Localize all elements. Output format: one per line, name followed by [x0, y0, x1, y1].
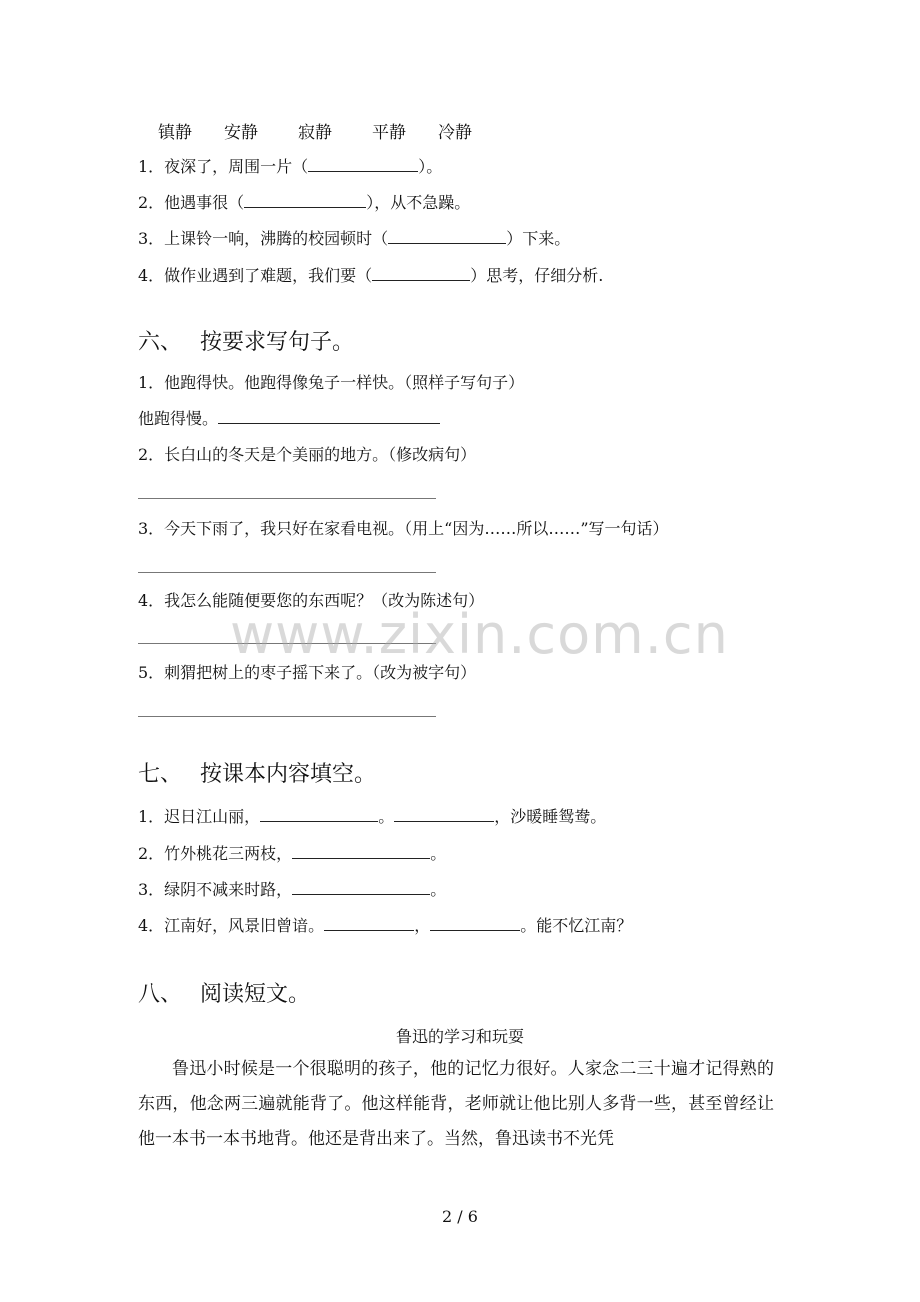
answer-blank[interactable]	[324, 916, 414, 931]
word-bank-item: 冷静	[438, 123, 472, 143]
poem-question-2: 2．竹外桃花三两枝， 。	[138, 844, 447, 863]
answer-blank[interactable]	[244, 193, 366, 208]
sentence-question-2: 2．长白山的冬天是个美丽的地方。（修改病句）	[138, 445, 477, 464]
sentence-question-1: 1．他跑得快。他跑得像兔子一样快。（照样子写句子）	[138, 373, 525, 392]
answer-line[interactable]	[138, 572, 436, 573]
poem-question-4: 4．江南好，风景旧曾谙。 ， 。能不忆江南？	[138, 916, 633, 935]
answer-blank[interactable]	[430, 916, 520, 931]
poem-question-3: 3．绿阴不减来时路， 。	[138, 880, 447, 899]
answer-blank[interactable]	[218, 409, 440, 424]
answer-blank[interactable]	[308, 157, 418, 172]
fill-question-1: 1．夜深了，周围一片（ ）。	[138, 157, 443, 176]
watermark: www.zixin.com.cn	[230, 603, 729, 666]
sentence-question-4: 4．我怎么能随便要您的东西呢？（改为陈述句）	[138, 591, 485, 610]
sentence-question-3: 3．今天下雨了，我只好在家看电视。（用上“因为……所以……”写一句话）	[138, 519, 669, 538]
answer-line[interactable]	[138, 498, 436, 499]
sentence-question-1-answer: 他跑得慢。	[138, 408, 440, 430]
poem-question-1: 1．迟日江山丽， 。 ，沙暖睡鸳鸯。	[138, 807, 607, 826]
section-8-heading: 八、 阅读短文。	[138, 982, 311, 1007]
answer-line[interactable]	[138, 716, 436, 717]
passage-text: 鲁迅小时候是一个很聪明的孩子，他的记忆力很好。人家念二三十遍才记得熟的东西，他念两三遍就能背了。他这样能背，老师就让他比别人多背一些，甚至曾经让他一本书一本书地背。他还是背出来了。当然，鲁迅读书不光凭	[138, 1059, 774, 1149]
word-bank-item: 平静	[372, 123, 406, 143]
word-bank-item: 寂静	[298, 123, 332, 143]
fill-question-2: 2．他遇事很（ ），从不急躁。	[138, 193, 471, 212]
answer-blank[interactable]	[394, 807, 494, 822]
answer-blank[interactable]	[388, 229, 506, 244]
page-number: 2 / 6	[442, 1207, 478, 1226]
fill-question-4: 4．做作业遇到了难题，我们要（ ）思考，仔细分析.	[138, 266, 604, 285]
answer-blank[interactable]	[292, 880, 430, 895]
section-7-heading: 七、 按课本内容填空。	[138, 762, 377, 787]
answer-blank[interactable]	[372, 266, 470, 281]
answer-blank[interactable]	[260, 807, 378, 822]
word-bank-item: 镇静	[158, 123, 192, 143]
fill-question-3: 3．上课铃一响，沸腾的校园顿时（ ）下来。	[138, 229, 571, 248]
sentence-question-5: 5．刺猬把树上的枣子摇下来了。（改为被字句）	[138, 663, 477, 682]
answer-blank[interactable]	[292, 844, 430, 859]
section-6-heading: 六、 按要求写句子。	[138, 330, 355, 355]
passage-title: 鲁迅的学习和玩耍	[395, 1027, 524, 1046]
word-bank-item: 安静	[224, 123, 258, 143]
